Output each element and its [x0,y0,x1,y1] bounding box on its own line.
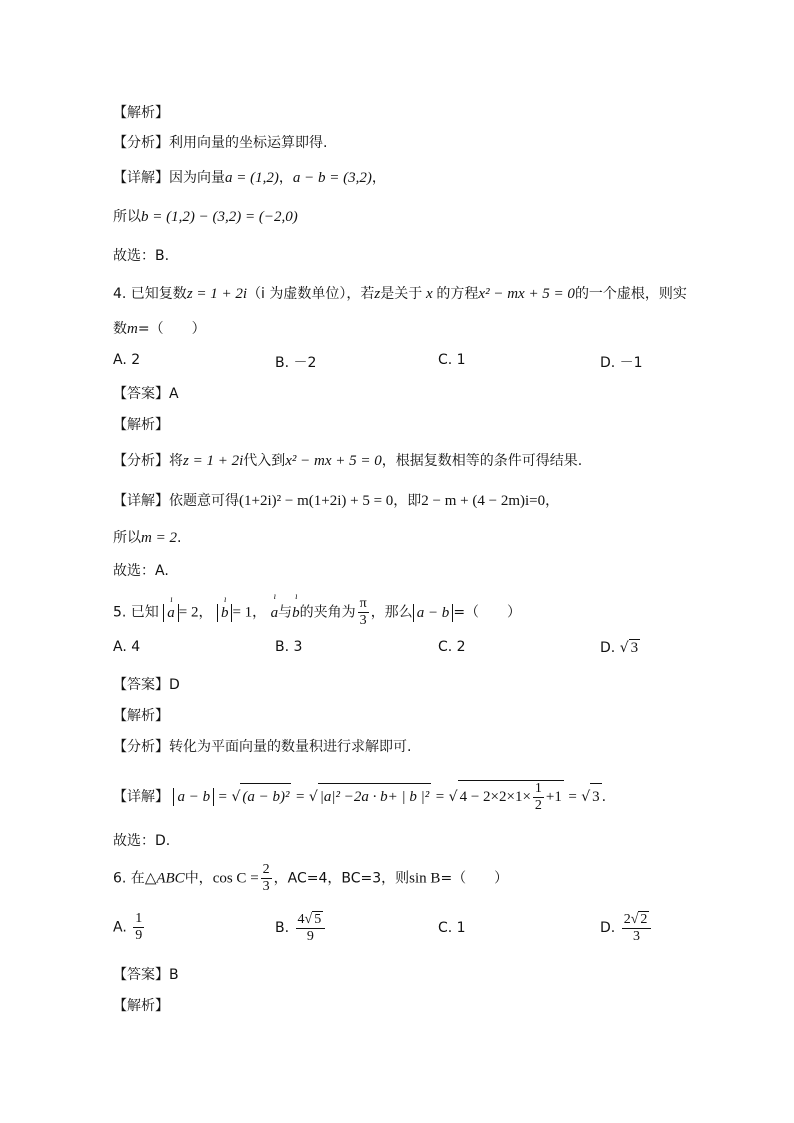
q4-z: z = 1 + 2i [186,286,248,302]
detail-text: 因为向量 [169,170,225,186]
q6-option-b-fraction [296,911,326,945]
q4-stem-f: 数 [113,321,127,337]
q4-conclusion-prefix: 所以 [113,530,141,546]
q5-detail-end: . [601,788,607,805]
q5-yu: 与 [278,604,293,621]
q5-half-num: 1 [534,781,542,796]
q6-answer: 【答案】B [113,967,179,983]
q5-analysis-line [113,737,411,757]
q5-abs-ab: a − b [413,604,454,622]
q5-eq-a: = 2 [178,604,199,621]
q6-option-d-num [622,911,652,929]
q4-analysis-a: 将 [169,453,183,469]
q6-triangle: △ABC [144,870,185,887]
q4-stem-c: 是关于 [380,286,423,302]
q5-detail-eq4: = [568,788,577,805]
q5-detail-eq1: = [218,788,227,805]
q4-analysis-c: ，根据复数相等的条件可得结果. [381,453,583,469]
sqrt-icon: √ [630,912,639,927]
q6-stem-line [113,862,508,895]
analysis-tag: 【分析】 [113,135,169,151]
q5-vec-b: ı b [292,601,300,625]
q4-option-b: B. －2 [275,355,317,371]
q5-analysis-text: 转化为平面向量的数量积进行求解即可. [169,739,412,755]
q5-detail-eq2: = [295,788,305,805]
q4-conclusion-line [113,528,181,548]
q6-option-d-rad: 2 [640,912,648,927]
q5-option-b: B. 3 [275,639,303,655]
q6-option-a [113,911,146,944]
q5-half-den: 2 [534,798,542,813]
q5-angle-num: π [359,596,367,611]
q4-analysis-line [113,451,582,471]
q5-stem-a: 5. 已知 [113,604,159,621]
q5-choice-line: 故选：D. [113,833,171,849]
q6-option-d [600,911,653,945]
sqrt-icon: √ [308,788,318,805]
q5-detail-root3-a: 4 − 2×2×1× [459,788,531,805]
q6-stem-b: 中， [184,870,213,887]
q4-analysis-z: z = 1 + 2i [183,453,244,469]
q6-cos-num: 2 [262,862,270,877]
q4-conclusion-eq: m = 2 [141,530,177,546]
q6-option-b [275,911,327,945]
q6-stem-a: 6. 在 [113,870,145,887]
q4-detail-tag: 【详解】 [113,493,169,509]
q4-stem-line2 [113,319,206,339]
q5-answer: 【答案】D [113,677,180,693]
q5-abs-b [217,604,233,622]
q6-cos-fraction [261,862,272,895]
q5-stem-line: 5. 已知 ı a = 2， ı b = 1， ı a与ı b的夹角为 $\frac{\pi}{3}$ ，那么 a − b =（ ） [113,596,521,629]
analysis-heading: 【解析】 [113,105,169,121]
q5-angle-fraction [358,596,369,629]
q4-detail-b: ，即 [393,493,422,509]
q4-analysis-tag: 【分析】 [113,453,169,469]
q4-option-c: C. 1 [438,352,466,368]
q6-stem-d: =（ ） [440,870,509,887]
q6-option-b-den: 9 [306,929,314,944]
comma: ， [371,170,386,186]
q5-stem-b: 的夹角为 [299,604,356,621]
q5-detail-root3 [458,780,564,814]
q5-half-fraction [533,781,544,814]
q5-detail-result: 3 [590,783,602,810]
q6-option-d-den: 3 [633,929,641,944]
q4-stem-e: 的一个虚根，则实 [574,286,687,302]
sqrt-icon: √ [619,640,629,656]
q5-detail-tag: 【详解】 [113,788,169,805]
sqrt-icon: √ [581,788,591,805]
q4-detail-a: 依题意可得 [169,493,239,509]
q5-option-d [600,639,640,657]
q6-sinb: sin B [409,870,441,887]
q4-analysis-heading: 【解析】 [113,417,169,433]
comma: ， [278,170,293,186]
q5-detail-line [113,780,606,814]
q5-abs-a-var: ı a [167,604,175,622]
q5-detail-root2: |a|² −2a · b+ | b |² [318,783,431,810]
q5-abs-a [163,604,179,622]
q6-option-d-fraction [622,911,652,945]
q4-stem-line1 [113,284,687,304]
q6-option-d-label: D. [600,920,616,936]
q5-option-d-label: D. [600,640,616,656]
q4-option-d: D. －1 [600,355,643,371]
q6-analysis-heading: 【解析】 [113,998,169,1014]
analysis-text: 利用向量的坐标运算即得. [169,135,328,151]
detail-tag: 【详解】 [113,170,169,186]
q4-detail-eq: (1+2i)² − m(1+2i) + 5 = 0 [239,493,394,509]
q5-detail-root3-b: +1 [545,788,562,805]
q4-stem-g: =（ ） [137,321,206,337]
q4-answer: 【答案】A [113,386,179,402]
q4-stem-a: 4. 已知复数 [113,286,187,302]
q6-option-d-coef: 2 [623,912,631,927]
q6-stem-c: ，AC=4，BC=3，则 [273,870,410,887]
q5-option-a: A. 4 [113,639,141,655]
q5-option-c: C. 2 [438,639,466,655]
q6-option-a-den: 9 [135,928,143,943]
detail-line [113,168,386,188]
q4-detail-c: ， [545,493,560,509]
q5-stem-d: =（ ） [453,604,522,621]
q4-stem-d: 的方程 [436,286,479,302]
q4-detail-line [113,491,559,511]
q4-x-var: x [422,286,437,302]
analysis-line [113,133,327,153]
vector-b-equation: b = (1,2) − (3,2) = (−2,0) [141,209,298,225]
vector-a-minus-b-equation: a − b = (3,2) [292,170,372,186]
q4-choice-line: 故选：A. [113,563,169,579]
q4-m: m [127,321,138,337]
q6-option-a-fraction [133,911,144,944]
q4-stem-b: （i 为虚数单位），若 [247,286,375,302]
q4-z-var: z [374,286,381,302]
sqrt-icon: √ [231,788,241,805]
q5-analysis-tag: 【分析】 [113,739,169,755]
q6-option-a-num: 1 [135,911,143,926]
q6-option-c: C. 1 [438,920,466,936]
choice-line: 故选：B. [113,248,170,264]
q5-detail-lhs: a − b [173,788,214,806]
q4-equation: x² − mx + 5 = 0 [478,286,575,302]
q5-analysis-heading: 【解析】 [113,708,169,724]
q4-detail-eq2: 2 − m + (4 − 2m)i=0 [421,493,546,509]
q6-option-b-coef: 4 [297,912,305,927]
q6-cos-den: 3 [262,879,270,894]
q5-stem-c: ，那么 [370,604,413,621]
sqrt-icon: √ [448,788,458,805]
q5-detail-eq3: = [435,788,445,805]
q6-cos: cos C = [212,870,259,887]
q5-abs-b-var: ı b [221,604,229,622]
vector-a-equation: a = (1,2) [225,170,279,186]
conclusion-prefix: 所以 [113,209,141,225]
q4-conclusion-end: . [176,530,182,546]
q5-vec-a: ı a [271,601,279,625]
q4-analysis-b: 代入到 [243,453,286,469]
q6-option-b-label: B. [275,920,290,936]
q6-option-b-rad: 5 [314,912,322,927]
q5-option-d-radicand: 3 [630,640,639,656]
q6-option-b-num [296,911,326,929]
q5-angle-den: 3 [359,613,367,628]
q4-option-a: A. 2 [113,352,141,368]
conclusion-line [113,207,298,227]
q5-detail-root1: (a − b)² [240,783,291,810]
q5-eq-b: = 1 [232,604,253,621]
q4-analysis-eq: x² − mx + 5 = 0 [285,453,382,469]
sqrt-icon: √ [304,912,313,927]
q6-option-a-label: A. [113,919,127,936]
